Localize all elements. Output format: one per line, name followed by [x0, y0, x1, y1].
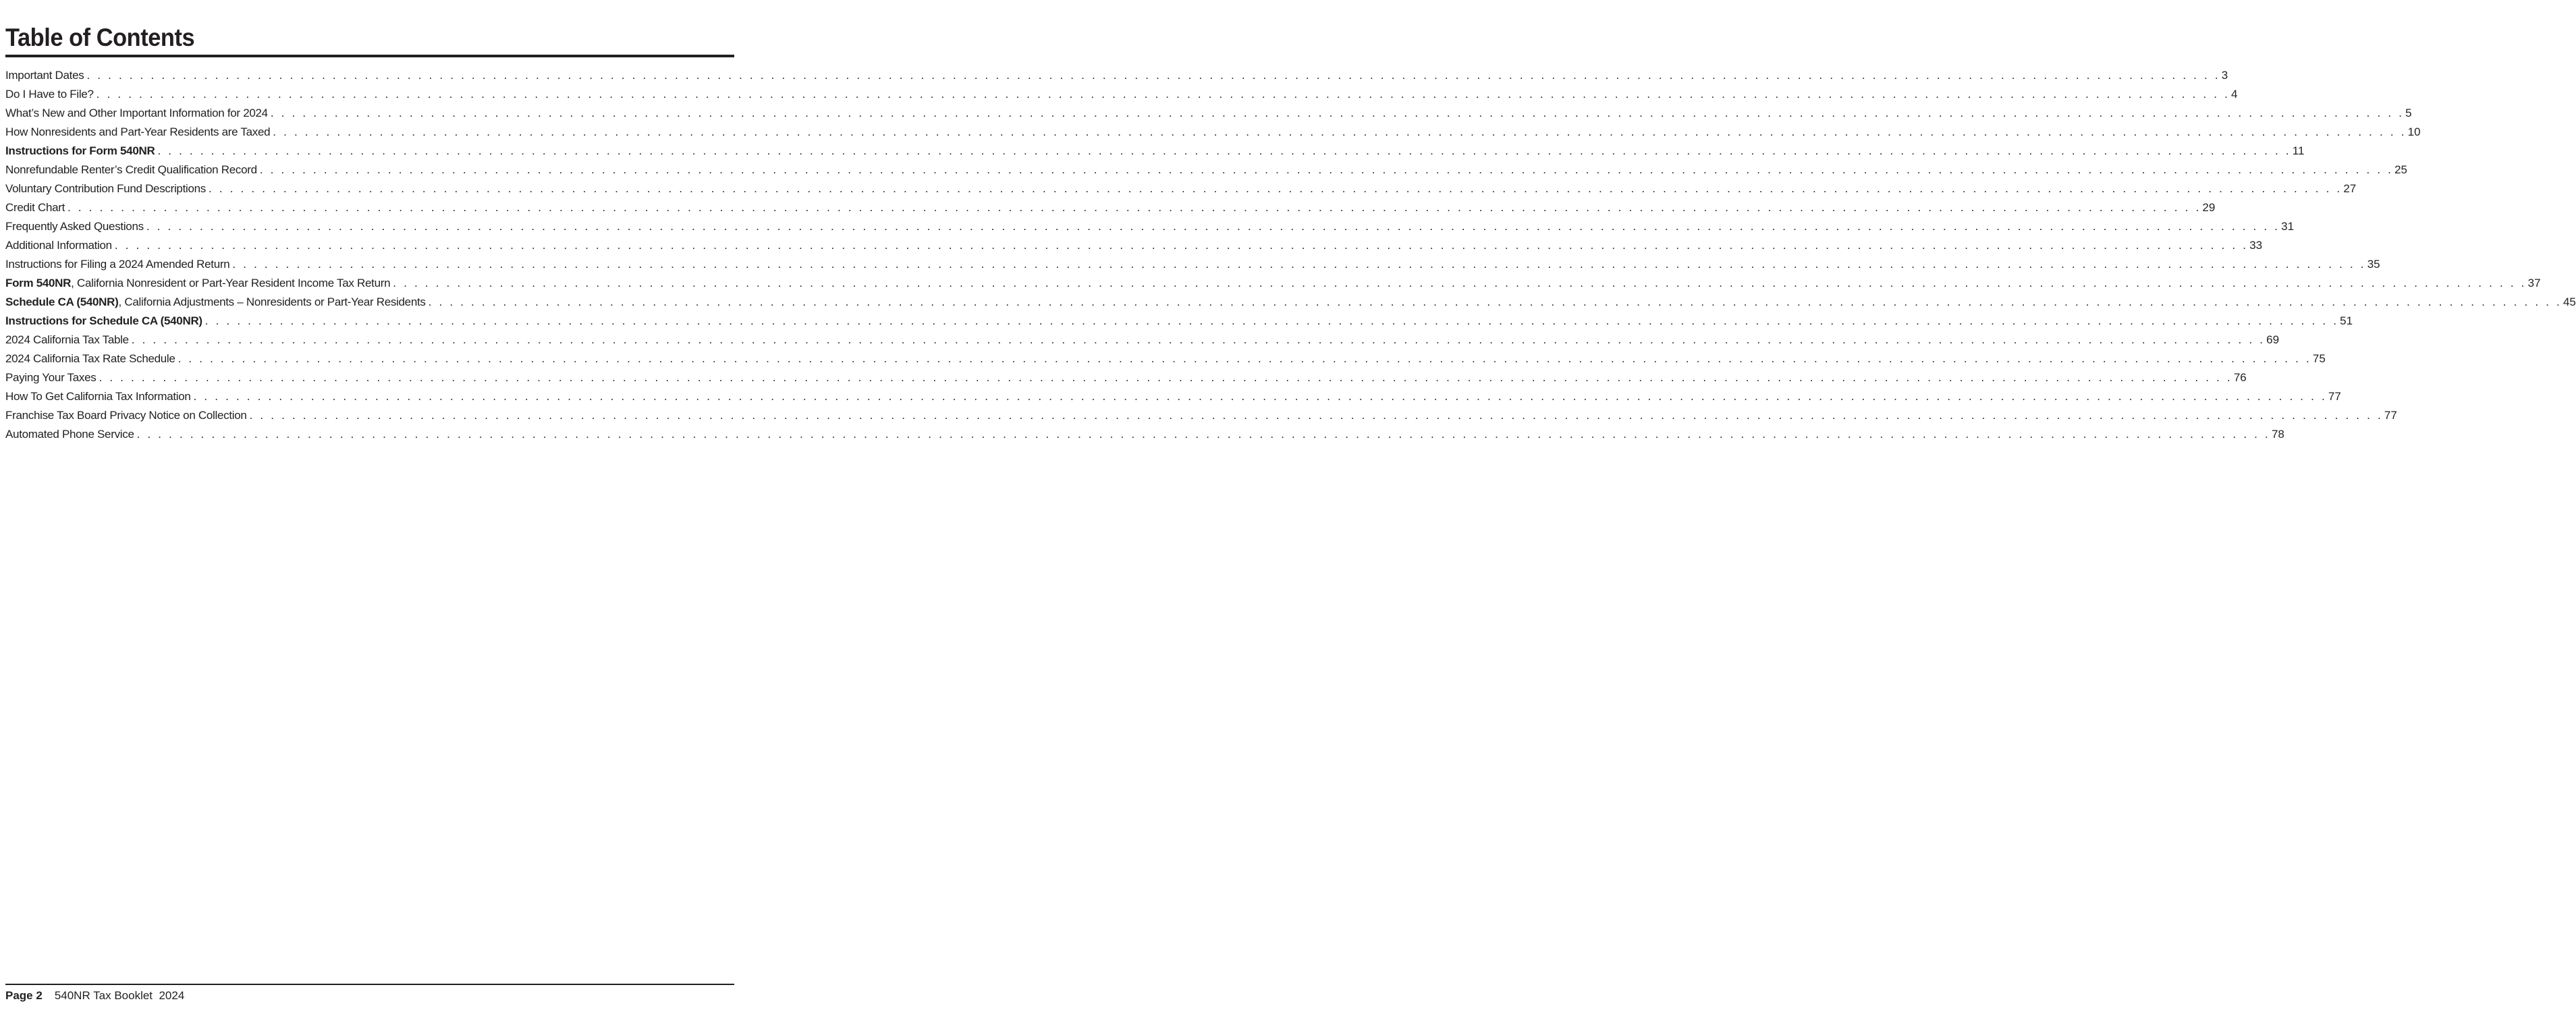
- toc-entry[interactable]: [5, 425, 2284, 444]
- toc-entry-title: [5, 66, 84, 85]
- toc-entry-title-text: 2024 California Tax Rate Schedule: [5, 352, 175, 365]
- toc-dot-leader: . . . . . . . . . . . . . . . . . . . . . . . . . . . . . . . . . . . . . . . . . . . . . . . . . . . . . . . . . . . . . . . . . . . . . . . . . . . . . . . . . . . . . . . . . . . . . . . . . . . . . . . . . . . . . . . . . . . . . . . . . . . . . . . . . . . . . . . . . . . . . . . . . . . . . . . . . . . . . . . . . . . . . . . . . . . . . . . . . . . . . . . . . . . . . . . . . . . . . . . .: [177, 352, 2311, 365]
- toc-entry-title: [5, 217, 144, 236]
- toc-entry-title-bold: Instructions for Schedule CA (540NR): [5, 314, 202, 327]
- toc-entry-title: [5, 387, 191, 406]
- toc-entry-title-text: Important Dates: [5, 69, 84, 82]
- toc-dot-leader: . . . . . . . . . . . . . . . . . . . . . . . . . . . . . . . . . . . . . . . . . . . . . . . . . . . . . . . . . . . . . . . . . . . . . . . . . . . . . . . . . . . . . . . . . . . . . . . . . . . . . . . . . . . . . . . . . . . . . . . . . . . . . . . . . . . . . . . . . . . . . . . . . . . . . . . . . . . . . . . . . . . . . . . . . . . . . . . . . . . . . . . . . . . . . . . . . . . . . . . .: [270, 107, 2405, 119]
- toc-entry-title-text: Franchise Tax Board Privacy Notice on Collection: [5, 409, 247, 422]
- table-of-contents: [5, 66, 2576, 444]
- toc-entry-page-number: 29: [2202, 201, 2216, 214]
- toc-entry-page-number: 78: [2271, 428, 2284, 441]
- toc-entry-title: [5, 236, 112, 255]
- footer-divider: [5, 984, 734, 985]
- toc-entry[interactable]: [5, 104, 2412, 123]
- toc-entry-title-text: Nonrefundable Renter’s Credit Qualification Record: [5, 163, 257, 176]
- toc-dot-leader: . . . . . . . . . . . . . . . . . . . . . . . . . . . . . . . . . . . . . . . . . . . . . . . . . . . . . . . . . . . . . . . . . . . . . . . . . . . . . . . . . . . . . . . . . . . . . . . . . . . . . . . . . . . . . . . . . . . . . . . . . . . . . . . . . . . . . . . . . . . . . . . . . . . . . . . . . . . . . . . . . . . . . . . . . . . . . . . . . . . . . . . . . . . . . . . . . . . . . . . .: [146, 220, 2280, 233]
- toc-dot-leader: . . . . . . . . . . . . . . . . . . . . . . . . . . . . . . . . . . . . . . . . . . . . . . . . . . . . . . . . . . . . . . . . . . . . . . . . . . . . . . . . . . . . . . . . . . . . . . . . . . . . . . . . . . . . . . . . . . . . . . . . . . . . . . . . . . . . . . . . . . . . . . . . . . . . . . . . . . . . . . . . . . . . . . . . . . . . . . . . . . . . . . . . . . . . . . . . . . . . . . . .: [131, 333, 2266, 346]
- footer-booklet-title: 540NR Tax Booklet 2024: [54, 989, 185, 1002]
- toc-entry-title: [5, 349, 175, 368]
- toc-dot-leader: . . . . . . . . . . . . . . . . . . . . . . . . . . . . . . . . . . . . . . . . . . . . . . . . . . . . . . . . . . . . . . . . . . . . . . . . . . . . . . . . . . . . . . . . . . . . . . . . . . . . . . . . . . . . . . . . . . . . . . . . . . . . . . . . . . . . . . . . . . . . . . . . . . . . . . . . . . . . . . . . . . . . . . . . . . . . . . . . . . . . . . . . . . . . . . . . . . . . . . . .: [99, 371, 2232, 384]
- toc-entry-title: [5, 104, 268, 123]
- toc-entry-title: [5, 161, 257, 179]
- toc-entry[interactable]: [5, 349, 2326, 368]
- toc-entry-page-number: 76: [2233, 371, 2247, 384]
- toc-entry[interactable]: [5, 406, 2397, 425]
- toc-entry-page-number: 69: [2266, 333, 2280, 346]
- toc-dot-leader: . . . . . . . . . . . . . . . . . . . . . . . . . . . . . . . . . . . . . . . . . . . . . . . . . . . . . . . . . . . . . . . . . . . . . . . . . . . . . . . . . . . . . . . . . . . . . . . . . . . . . . . . . . . . . . . . . . . . . . . . . . . . . . . . . . . . . . . . . . . . . . . . . . . . . . . . . . . . . . . . . . . . . . . . . . . . . . . . . . . . . . . . . . . . . . . . . . . . . . . .: [428, 296, 2562, 308]
- toc-entry[interactable]: [5, 387, 2341, 406]
- toc-entry-title-text: , California Adjustments – Nonresidents or Part-Year Residents: [118, 296, 426, 308]
- toc-entry-title: [5, 274, 390, 293]
- toc-entry[interactable]: [5, 179, 2357, 198]
- toc-entry-page-number: 3: [2221, 69, 2228, 82]
- toc-entry[interactable]: [5, 198, 2216, 217]
- toc-dot-leader: . . . . . . . . . . . . . . . . . . . . . . . . . . . . . . . . . . . . . . . . . . . . . . . . . . . . . . . . . . . . . . . . . . . . . . . . . . . . . . . . . . . . . . . . . . . . . . . . . . . . . . . . . . . . . . . . . . . . . . . . . . . . . . . . . . . . . . . . . . . . . . . . . . . . . . . . . . . . . . . . . . . . . . . . . . . . . . . . . . . . . . . . . . . . . . . . . . . . . . . .: [96, 88, 2230, 101]
- toc-entry-title-bold: Form 540NR: [5, 277, 72, 289]
- toc-entry-title: [5, 368, 96, 387]
- toc-entry[interactable]: [5, 255, 2380, 274]
- toc-entry-title-text: , California Nonresident or Part-Year Resident Income Tax Return: [71, 277, 391, 289]
- toc-entry-title: [5, 179, 206, 198]
- title-divider: [5, 55, 734, 57]
- toc-entry-page-number: 75: [2312, 352, 2326, 365]
- toc-dot-leader: . . . . . . . . . . . . . . . . . . . . . . . . . . . . . . . . . . . . . . . . . . . . . . . . . . . . . . . . . . . . . . . . . . . . . . . . . . . . . . . . . . . . . . . . . . . . . . . . . . . . . . . . . . . . . . . . . . . . . . . . . . . . . . . . . . . . . . . . . . . . . . . . . . . . . . . . . . . . . . . . . . . . . . . . . . . . . . . . . . . . . . . . . . . . . . . . . . . . . . . .: [193, 390, 2327, 403]
- toc-entry-page-number: 45: [2563, 296, 2576, 308]
- toc-entry-page-number: 4: [2231, 88, 2238, 101]
- toc-entry-title-text: Credit Chart: [5, 201, 65, 214]
- toc-dot-leader: . . . . . . . . . . . . . . . . . . . . . . . . . . . . . . . . . . . . . . . . . . . . . . . . . . . . . . . . . . . . . . . . . . . . . . . . . . . . . . . . . . . . . . . . . . . . . . . . . . . . . . . . . . . . . . . . . . . . . . . . . . . . . . . . . . . . . . . . . . . . . . . . . . . . . . . . . . . . . . . . . . . . . . . . . . . . . . . . . . . . . . . . . . . . . . . . . . . . . . . .: [393, 277, 2527, 289]
- toc-entry[interactable]: [5, 293, 2576, 312]
- toc-entry-title-text: Automated Phone Service: [5, 428, 134, 441]
- toc-entry[interactable]: [5, 161, 2408, 179]
- toc-entry-title-text: 2024 California Tax Table: [5, 333, 129, 346]
- toc-entry-title-text: What’s New and Other Important Information for 2024: [5, 107, 268, 119]
- toc-entry-title-bold: Instructions for Form 540NR: [5, 144, 155, 157]
- toc-entry-title: [5, 85, 94, 104]
- toc-entry-page-number: 27: [2343, 182, 2357, 195]
- toc-entry-title-text: How To Get California Tax Information: [5, 390, 191, 403]
- toc-entry-title: [5, 331, 129, 349]
- toc-entry[interactable]: [5, 217, 2295, 236]
- toc-entry-title: [5, 198, 65, 217]
- toc-entry-title-text: Additional Information: [5, 239, 112, 252]
- toc-entry-title: [5, 312, 202, 331]
- toc-dot-leader: . . . . . . . . . . . . . . . . . . . . . . . . . . . . . . . . . . . . . . . . . . . . . . . . . . . . . . . . . . . . . . . . . . . . . . . . . . . . . . . . . . . . . . . . . . . . . . . . . . . . . . . . . . . . . . . . . . . . . . . . . . . . . . . . . . . . . . . . . . . . . . . . . . . . . . . . . . . . . . . . . . . . . . . . . . . . . . . . . . . . . . . . . . . . . . . . . . . . . . . .: [86, 69, 2220, 82]
- toc-entry-page-number: 51: [2340, 314, 2353, 327]
- toc-entry-title: [5, 123, 270, 142]
- toc-entry-page-number: 11: [2292, 144, 2305, 157]
- footer-page-number: Page 2: [5, 989, 43, 1002]
- toc-entry-page-number: 5: [2405, 107, 2412, 119]
- toc-entry-title-text: Do I Have to File?: [5, 88, 94, 101]
- toc-dot-leader: . . . . . . . . . . . . . . . . . . . . . . . . . . . . . . . . . . . . . . . . . . . . . . . . . . . . . . . . . . . . . . . . . . . . . . . . . . . . . . . . . . . . . . . . . . . . . . . . . . . . . . . . . . . . . . . . . . . . . . . . . . . . . . . . . . . . . . . . . . . . . . . . . . . . . . . . . . . . . . . . . . . . . . . . . . . . . . . . . . . . . . . . . . . . . . . . . . . . . . . .: [249, 409, 2383, 422]
- toc-entry[interactable]: [5, 274, 2541, 293]
- toc-dot-leader: . . . . . . . . . . . . . . . . . . . . . . . . . . . . . . . . . . . . . . . . . . . . . . . . . . . . . . . . . . . . . . . . . . . . . . . . . . . . . . . . . . . . . . . . . . . . . . . . . . . . . . . . . . . . . . . . . . . . . . . . . . . . . . . . . . . . . . . . . . . . . . . . . . . . . . . . . . . . . . . . . . . . . . . . . . . . . . . . . . . . . . . . . . . . . . . . . . . . . . . .: [232, 258, 2366, 271]
- toc-entry[interactable]: [5, 123, 2421, 142]
- toc-dot-leader: . . . . . . . . . . . . . . . . . . . . . . . . . . . . . . . . . . . . . . . . . . . . . . . . . . . . . . . . . . . . . . . . . . . . . . . . . . . . . . . . . . . . . . . . . . . . . . . . . . . . . . . . . . . . . . . . . . . . . . . . . . . . . . . . . . . . . . . . . . . . . . . . . . . . . . . . . . . . . . . . . . . . . . . . . . . . . . . . . . . . . . . . . . . . . . . . . . . . . . . .: [259, 163, 2394, 176]
- toc-entry-title-bold: Schedule CA (540NR): [5, 296, 119, 308]
- toc-entry-page-number: 10: [2407, 125, 2421, 138]
- toc-dot-leader: . . . . . . . . . . . . . . . . . . . . . . . . . . . . . . . . . . . . . . . . . . . . . . . . . . . . . . . . . . . . . . . . . . . . . . . . . . . . . . . . . . . . . . . . . . . . . . . . . . . . . . . . . . . . . . . . . . . . . . . . . . . . . . . . . . . . . . . . . . . . . . . . . . . . . . . . . . . . . . . . . . . . . . . . . . . . . . . . . . . . . . . . . . . . . . . . . . . . . . . .: [204, 314, 2339, 327]
- toc-entry-title-text: Instructions for Filing a 2024 Amended Return: [5, 258, 230, 271]
- page-title: Table of Contents: [5, 24, 195, 51]
- toc-entry-page-number: 77: [2328, 390, 2341, 403]
- toc-entry-page-number: 31: [2281, 220, 2295, 233]
- toc-entry[interactable]: [5, 368, 2247, 387]
- toc-dot-leader: . . . . . . . . . . . . . . . . . . . . . . . . . . . . . . . . . . . . . . . . . . . . . . . . . . . . . . . . . . . . . . . . . . . . . . . . . . . . . . . . . . . . . . . . . . . . . . . . . . . . . . . . . . . . . . . . . . . . . . . . . . . . . . . . . . . . . . . . . . . . . . . . . . . . . . . . . . . . . . . . . . . . . . . . . . . . . . . . . . . . . . . . . . . . . . . . . . . . . . . .: [136, 428, 2270, 441]
- toc-entry-page-number: 25: [2394, 163, 2408, 176]
- toc-dot-leader: . . . . . . . . . . . . . . . . . . . . . . . . . . . . . . . . . . . . . . . . . . . . . . . . . . . . . . . . . . . . . . . . . . . . . . . . . . . . . . . . . . . . . . . . . . . . . . . . . . . . . . . . . . . . . . . . . . . . . . . . . . . . . . . . . . . . . . . . . . . . . . . . . . . . . . . . . . . . . . . . . . . . . . . . . . . . . . . . . . . . . . . . . . . . . . . . . . . . . . . .: [273, 125, 2407, 138]
- toc-entry-title: [5, 293, 426, 312]
- toc-entry-page-number: 37: [2527, 277, 2541, 289]
- toc-entry-title-text: Paying Your Taxes: [5, 371, 97, 384]
- page-footer: [5, 988, 184, 1004]
- toc-entry-page-number: 35: [2367, 258, 2380, 271]
- toc-entry[interactable]: [5, 66, 2228, 85]
- toc-entry[interactable]: [5, 236, 2263, 255]
- toc-entry-title-text: Frequently Asked Questions: [5, 220, 144, 233]
- toc-entry-title: [5, 425, 134, 444]
- toc-dot-leader: . . . . . . . . . . . . . . . . . . . . . . . . . . . . . . . . . . . . . . . . . . . . . . . . . . . . . . . . . . . . . . . . . . . . . . . . . . . . . . . . . . . . . . . . . . . . . . . . . . . . . . . . . . . . . . . . . . . . . . . . . . . . . . . . . . . . . . . . . . . . . . . . . . . . . . . . . . . . . . . . . . . . . . . . . . . . . . . . . . . . . . . . . . . . . . . . . . . . . . . .: [157, 144, 2291, 157]
- toc-dot-leader: . . . . . . . . . . . . . . . . . . . . . . . . . . . . . . . . . . . . . . . . . . . . . . . . . . . . . . . . . . . . . . . . . . . . . . . . . . . . . . . . . . . . . . . . . . . . . . . . . . . . . . . . . . . . . . . . . . . . . . . . . . . . . . . . . . . . . . . . . . . . . . . . . . . . . . . . . . . . . . . . . . . . . . . . . . . . . . . . . . . . . . . . . . . . . . . . . . . . . . . .: [114, 239, 2249, 252]
- toc-entry[interactable]: [5, 85, 2238, 104]
- toc-entry-page-number: 77: [2384, 409, 2397, 422]
- toc-entry-title: [5, 142, 155, 161]
- toc-entry-title: [5, 406, 247, 425]
- toc-entry-title-text: Voluntary Contribution Fund Descriptions: [5, 182, 206, 195]
- toc-dot-leader: . . . . . . . . . . . . . . . . . . . . . . . . . . . . . . . . . . . . . . . . . . . . . . . . . . . . . . . . . . . . . . . . . . . . . . . . . . . . . . . . . . . . . . . . . . . . . . . . . . . . . . . . . . . . . . . . . . . . . . . . . . . . . . . . . . . . . . . . . . . . . . . . . . . . . . . . . . . . . . . . . . . . . . . . . . . . . . . . . . . . . . . . . . . . . . . . . . . . . . . .: [209, 182, 2342, 195]
- toc-entry-title: [5, 255, 229, 274]
- toc-dot-leader: . . . . . . . . . . . . . . . . . . . . . . . . . . . . . . . . . . . . . . . . . . . . . . . . . . . . . . . . . . . . . . . . . . . . . . . . . . . . . . . . . . . . . . . . . . . . . . . . . . . . . . . . . . . . . . . . . . . . . . . . . . . . . . . . . . . . . . . . . . . . . . . . . . . . . . . . . . . . . . . . . . . . . . . . . . . . . . . . . . . . . . . . . . . . . . . . . . . . . . . .: [67, 201, 2201, 214]
- toc-entry[interactable]: [5, 331, 2280, 349]
- toc-entry[interactable]: [5, 142, 2305, 161]
- toc-entry[interactable]: [5, 312, 2353, 331]
- toc-entry-page-number: 33: [2249, 239, 2263, 252]
- toc-entry-title-text: How Nonresidents and Part-Year Residents are Taxed: [5, 125, 271, 138]
